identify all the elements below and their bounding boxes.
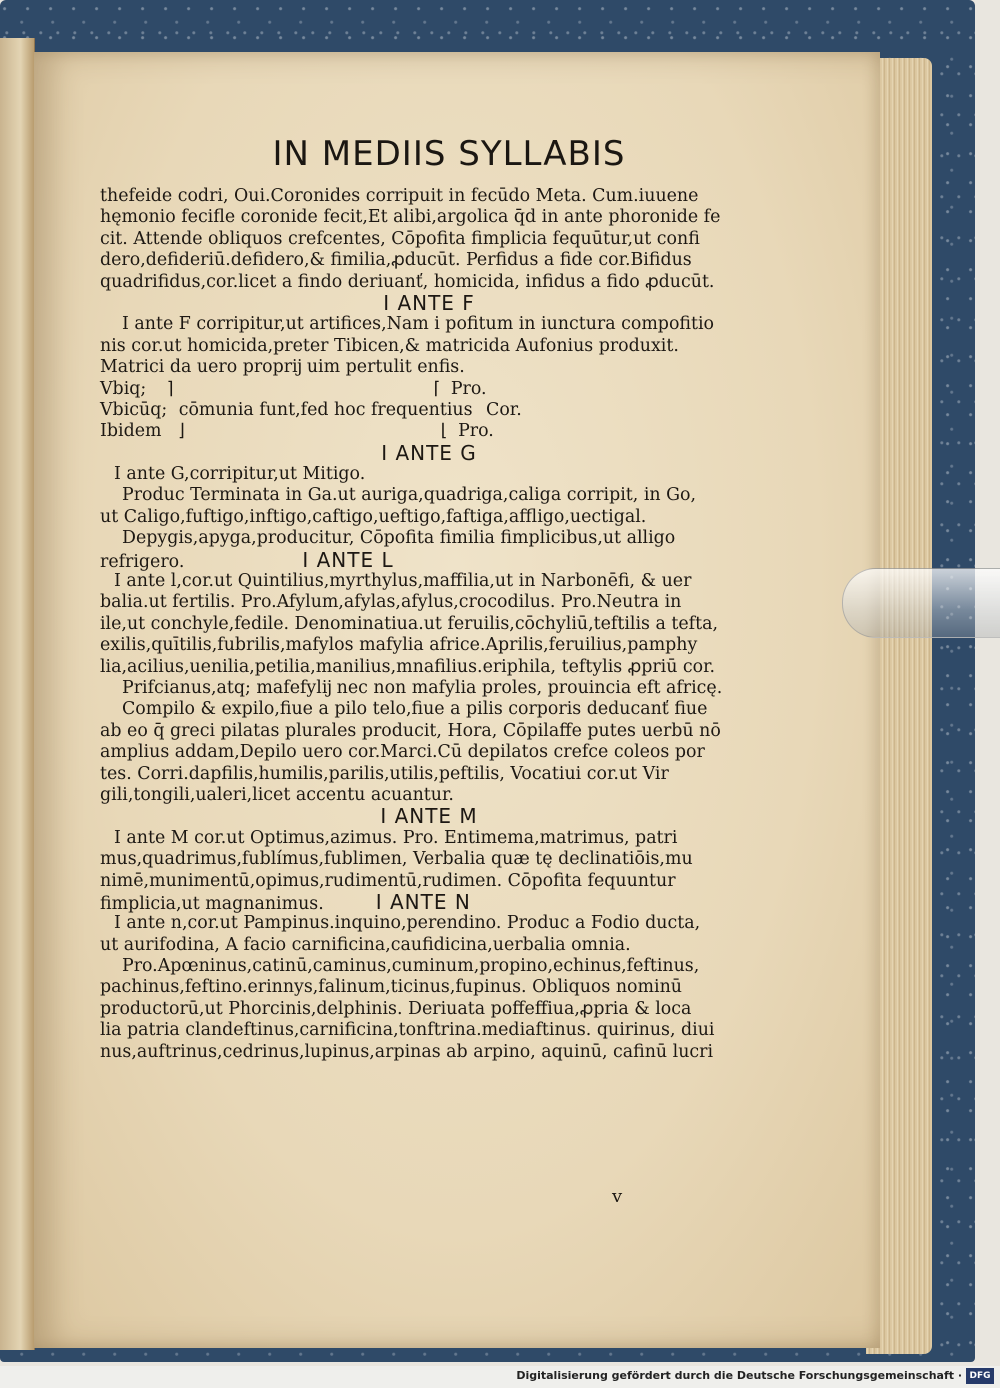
compare-word: Vbiq; xyxy=(100,378,147,399)
text-line: amplius addam,Depilo uero cor.Marci.Cū depilatos crefce coleos por xyxy=(100,742,705,763)
text-line: Matrici da uero proprĳ uim pertulit enfis. xyxy=(100,357,465,378)
text-line: nus,auftrinus,cedrinus,lupinus,arpinas ab arpino, aquinū, cafinū lucri xyxy=(100,1041,714,1062)
text-line xyxy=(100,547,758,572)
text-line: pachinus,feftino.erinnys,falinum,ticinus,fupinus. Obliquos nominū xyxy=(100,977,682,998)
text-line: nimē,munimentū,opimus,rudimentū,rudimen. Cōpofita fequuntur xyxy=(100,870,676,891)
text-line: lia patria clandeftinus,carnificina,tonftrina.mediaftinus. quirinus, diui xyxy=(100,1020,715,1041)
compare-note: cōmunia funt,fed hoc frequentius xyxy=(178,399,473,420)
section-heading-g: I ANTE G xyxy=(381,440,477,465)
text-line: ile,ut conchyle,fedile. Denominatiua.ut feruilis,cōchyliū,teftilis a tefta, xyxy=(100,613,718,634)
text-line: tes. Corri.dapfilis,humilis,parilis,utilis,peftilis, Vocatiui cor.ut Vir xyxy=(100,763,669,784)
text-line: Pro.Apœninus,catinū,caminus,cuminum,propino,echinus,feftinus, xyxy=(122,956,700,977)
text-fragment: fimplicia,ut magnanimus. xyxy=(100,893,324,914)
digitization-credit: Digitalisierung gefördert durch die Deutsche Forschungsgemeinschaft · xyxy=(516,1369,962,1382)
text-line: cit. Attende obliquos crefcentes, Cōpofita fimplicia fequūtur,ut confi xyxy=(100,228,700,249)
text-line: Compilo & expilo,fiue a pilo telo,fiue a pilis corporis deducanť fiue xyxy=(122,699,708,720)
text-line: I ante M cor.ut Optimus,azimus. Pro. Entimema,matrimus, patri xyxy=(114,827,678,848)
section-heading-l: I ANTE L xyxy=(302,547,394,572)
compare-tag: Pro. xyxy=(450,378,487,399)
page-heading: IN MEDIIS SYLLABIS xyxy=(272,134,626,174)
text-fragment: refrigero. xyxy=(100,551,185,572)
footer-bar xyxy=(0,1366,1000,1388)
glass-page-holder xyxy=(842,568,1000,638)
text-line: exilis,quītilis,fubrilis,mafylos mafylia africe.Aprilis,feruilius,pamphy xyxy=(100,635,698,656)
text-line: ut Caligo,fuftigo,inftigo,caftigo,ueftigo,faftiga,affligo,uectigal. xyxy=(100,506,647,527)
text-line: hęmonio fecifle coronide fecit,Et alibi,argolica q̄d in ante phoronide fe xyxy=(100,207,721,228)
compare-tag: Cor. xyxy=(486,399,522,420)
text-line: I ante l,cor.ut Quintilius,myrthylus,maffilia,ut in Narbonēfi, & uer xyxy=(114,571,692,592)
left-page-edge xyxy=(0,38,35,1350)
text-line: nis cor.ut homicida,preter Tibicen,& matricida Aufonius produxit. xyxy=(100,335,679,356)
bracket-mark: ⌈ xyxy=(431,378,442,399)
dfg-logo: DFG xyxy=(966,1368,994,1384)
section-heading-n: I ANTE N xyxy=(375,889,471,914)
section-heading-f: I ANTE F xyxy=(383,290,475,315)
text-line xyxy=(100,889,758,914)
text-line: I ante F corripitur,ut artifices,Nam i pofitum in iunctura compofitio xyxy=(122,314,715,335)
bracket-mark: ⌊ xyxy=(438,421,449,442)
text-line: ut aurifodina, A facio carnificina,caufidicina,uerbalia omnia. xyxy=(100,934,631,955)
compare-word: Vbicūq; xyxy=(100,399,168,420)
bracket-mark: ⌋ xyxy=(176,421,188,442)
compare-tag: Pro. xyxy=(458,421,494,442)
page-text xyxy=(100,186,758,1063)
text-line: I ante n,cor.ut Pampinus.inquino,perendino. Produc a Fodio ducta, xyxy=(114,913,701,934)
compare-word: Ibidem xyxy=(100,421,162,442)
text-line: lia,acilius,uenilia,petilia,manilius,mnafilius.eriphila, teftylis ꝓpriū cor. xyxy=(100,656,716,677)
text-line: dero,defideriū.defidero,& fimilia,ꝓducūt. Perfidus a fide cor.Bifidus xyxy=(100,250,692,271)
text-line: Prifcianus,atq; mafefylĳ nec non mafylia proles, prouincia eft africę. xyxy=(122,677,723,698)
text-line: Produc Terminata in Ga.ut auriga,quadriga,caliga corripit, in Go, xyxy=(122,485,697,506)
text-line: I ante G,corripitur,ut Mitigo. xyxy=(114,464,366,485)
text-line: gili,tongili,ualeri,licet accentu acuantur. xyxy=(100,784,454,805)
section-heading-m: I ANTE M xyxy=(380,804,478,829)
bracket-mark: ⌉ xyxy=(165,378,177,399)
text-line: ab eo q̄ greci pilatas plurales producit, Hora, Cōpilaffe putes uerbū nō xyxy=(100,720,721,741)
text-line: thefeide codri, Oui.Coronides corripuit in fecūdo Meta. Cum.iuuene xyxy=(100,186,699,206)
compare-row-3 xyxy=(100,421,758,442)
text-line: productorū,ut Phorcinis,delphinis. Deriuata poffeffiua,ꝓpria & loca xyxy=(100,998,692,1019)
text-line: Depygis,apyga,producitur, Cōpofita fimilia fimplicibus,ut alligo xyxy=(122,528,676,549)
book-page xyxy=(34,52,880,1348)
text-line: balia.ut fertilis. Pro.Afylum,afylas,afylus,crocodilus. Pro.Neutra in xyxy=(100,592,682,613)
text-line: mus,quadrimus,fublímus,fublimen, Verbalia quæ tę declinatiōis,mu xyxy=(100,849,693,870)
text-line: quadrifidus,cor.licet a findo deriuanť, homicida, infidus a fido ꝓducūt. xyxy=(100,271,715,292)
compare-row-2 xyxy=(100,400,758,421)
compare-row-1 xyxy=(100,379,758,400)
catchword: v xyxy=(612,1186,623,1207)
